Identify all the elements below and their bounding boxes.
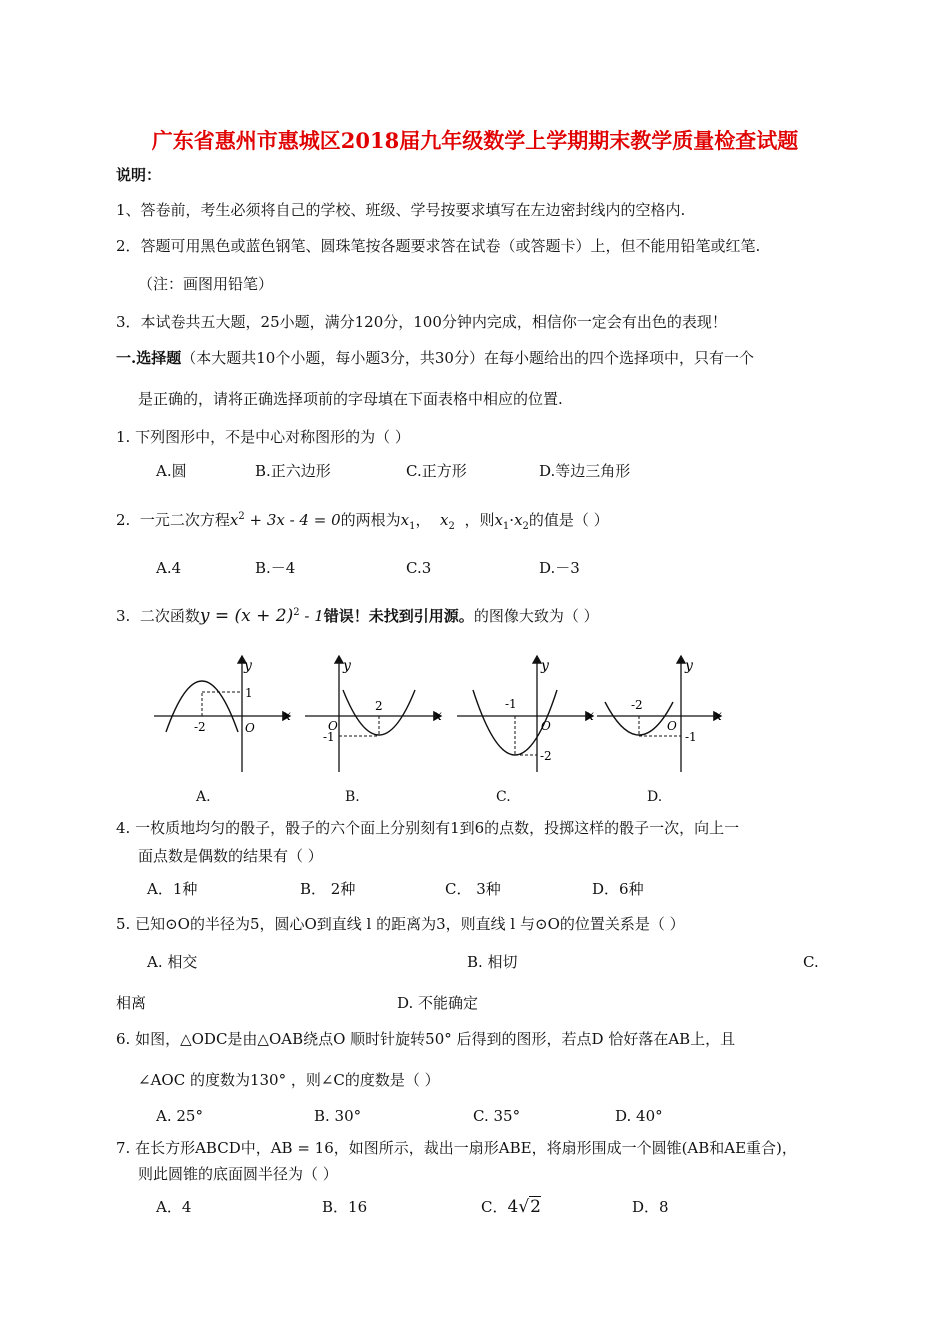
y-label: y xyxy=(685,658,693,674)
tick-label: -2 xyxy=(194,720,206,734)
q5-option-c: C. xyxy=(803,953,819,971)
q2-root-2: x xyxy=(440,511,449,529)
q7-option-d: D．8 xyxy=(632,1198,669,1216)
q2-prod-1: x xyxy=(494,511,503,529)
x-label: x xyxy=(714,708,722,724)
q7-option-b: B．16 xyxy=(322,1198,368,1216)
q1-option-c: C.正方形 xyxy=(406,462,467,480)
x-label: x xyxy=(283,708,291,724)
note-1: 1、答卷前，考生必须将自己的学校、班级、学号按要求填写在左边密封线内的空格内. xyxy=(116,201,686,219)
note-3: 3．本试卷共五大题，25小题，满分120分，100分钟内完成，相信你一定会有出色的表现！ xyxy=(116,313,727,331)
page-title: 广东省惠州市惠城区2018届九年级数学上学期期末教学质量检查试题 xyxy=(151,128,799,153)
q6-option-d: D. 40° xyxy=(615,1107,663,1125)
tick-label: -1 xyxy=(323,730,335,744)
q3-pre: 二次函数 xyxy=(139,607,200,625)
q2-prod-2: x xyxy=(514,511,523,529)
q2-root-1: x xyxy=(400,511,410,529)
q2-var: x xyxy=(229,511,239,529)
q2-equation: + 3x - 4 = 0 xyxy=(244,511,341,529)
q6-option-a: A. 25° xyxy=(156,1107,203,1125)
q3-error: 错误！未找到引用源。 xyxy=(323,607,474,625)
q5-option-c-text: 相离 xyxy=(116,994,147,1012)
origin-label: O xyxy=(245,721,255,735)
q2-post-1: 的两根为 xyxy=(340,511,401,529)
q3-graph-a xyxy=(152,650,297,780)
q4-option-d: D．6种 xyxy=(592,880,644,898)
section-1-label: 一.选择题 xyxy=(116,349,182,367)
origin-label: O xyxy=(667,719,677,733)
q2-pre: 一元二次方程 xyxy=(139,511,230,529)
q7-radical-coef: 4 xyxy=(507,1197,519,1217)
tick-label: -1 xyxy=(685,730,697,744)
x-label: x xyxy=(586,708,594,724)
q7-option-c-label: C． xyxy=(481,1198,508,1216)
origin-label: O xyxy=(328,719,338,733)
q7-option-c xyxy=(481,1197,541,1217)
q7-option-a: A．4 xyxy=(156,1198,192,1216)
q3-graph-c-label: C. xyxy=(496,789,511,805)
q1-option-b: B.正六边形 xyxy=(255,462,331,480)
tick-label: 1 xyxy=(245,686,253,700)
q3-formula: y = (x + 2) xyxy=(199,606,294,626)
y-label: y xyxy=(244,658,252,674)
q7-stem: 7. 在长方形ABCD中，AB = 16，如图所示，裁出一扇形ABE，将扇形围成一个圆锥(AB和AE重合)， xyxy=(116,1139,797,1157)
q4-option-c: C． 3种 xyxy=(445,880,501,898)
note-2: 2．答题可用黑色或蓝色钢笔、圆珠笔按各题要求答在试卷（或答题卡）上，但不能用铅笔或红笔. xyxy=(116,237,761,255)
q2-comma: ， xyxy=(415,511,431,529)
q2-exp: 2 xyxy=(238,511,245,522)
q2-option-b: B.－4 xyxy=(255,559,296,577)
q6-option-c: C. 35° xyxy=(473,1107,521,1125)
tick-label: 2 xyxy=(375,699,383,713)
q7-radical-value: 2 xyxy=(530,1197,541,1217)
q3-graph-d xyxy=(595,650,740,780)
q3-graph-b-label: B. xyxy=(345,789,360,805)
q3-graph-d-label: D. xyxy=(647,789,663,805)
section-1-text: （本大题共10个小题，每小题3分，共30分）在每小题给出的四个选择项中，只有一个 xyxy=(181,349,754,367)
q2-stem xyxy=(116,510,609,530)
q5-option-a: A. 相交 xyxy=(147,953,198,971)
x-label: x xyxy=(434,708,442,724)
tick-label: -2 xyxy=(631,698,643,712)
q5-option-b: B. 相切 xyxy=(467,953,518,971)
q3-exp: 2 xyxy=(293,607,300,618)
q1-option-a: A.圆 xyxy=(156,462,187,480)
y-label: y xyxy=(541,658,549,674)
q3-graph-a-label: A. xyxy=(196,789,211,805)
notes-heading: 说明： xyxy=(116,166,162,184)
q3-number: 3. xyxy=(116,607,131,625)
q5-stem: 5. 已知⊙O的半径为5，圆心O到直线 l 的距离为3，则直线 l 与⊙O的位置关系是（ ） xyxy=(116,915,685,933)
q2-prod-1-sub: 1 xyxy=(502,521,510,532)
q3-formula-tail: - 1 xyxy=(299,607,324,625)
tick-label: -1 xyxy=(505,697,517,711)
q4-option-a: A．1种 xyxy=(147,880,198,898)
q3-graph-b xyxy=(303,650,448,780)
q5-option-d: D. 不能确定 xyxy=(397,994,479,1012)
q2-root-2-sub: 2 xyxy=(448,521,455,532)
q1-option-d: D.等边三角形 xyxy=(539,462,631,480)
q2-prod-2-sub: 2 xyxy=(522,521,529,532)
q2-dot: · xyxy=(509,511,515,529)
q4-option-b: B． 2种 xyxy=(300,880,356,898)
q2-post-3: 的值是（ ） xyxy=(528,511,609,529)
q2-option-d: D.－3 xyxy=(539,559,580,577)
section-1-intro xyxy=(116,348,754,368)
q1-stem: 1. 下列图形中，不是中心对称图形的为（ ） xyxy=(116,428,410,446)
q3-graph-c xyxy=(455,650,600,780)
q4-stem: 4. 一枚质地均匀的骰子，骰子的六个面上分别刻有1到6的点数，投掷这样的骰子一次，向上一 xyxy=(116,819,740,837)
y-label: y xyxy=(343,658,351,674)
q2-option-c: C.3 xyxy=(406,559,432,577)
q6-stem-2: ∠AOC 的度数为130° ，则∠C的度数是（ ） xyxy=(138,1071,440,1089)
q2-root-1-sub: 1 xyxy=(409,521,416,532)
q3-post: 的图像大致为（ ） xyxy=(473,607,599,625)
q2-option-a: A.4 xyxy=(156,559,182,577)
sqrt-icon: √ xyxy=(518,1197,530,1217)
tick-label: -2 xyxy=(540,749,552,763)
q2-post-2: ，则 xyxy=(464,511,495,529)
q3-stem xyxy=(116,606,599,626)
q6-stem: 6. 如图，△ODC是由△OAB绕点O 顺时针旋转50° 后得到的图形，若点D 恰好落在AB上，且 xyxy=(116,1030,736,1048)
note-2-remark: （注：画图用铅笔） xyxy=(138,275,274,293)
q4-stem-2: 面点数是偶数的结果有（ ） xyxy=(138,847,323,865)
origin-label: O xyxy=(541,719,551,733)
section-1-text-2: 是正确的，请将正确选择项前的字母填在下面表格中相应的位置. xyxy=(138,390,563,408)
q2-number: 2. xyxy=(116,511,131,529)
q7-stem-2: 则此圆锥的底面圆半径为（ ） xyxy=(138,1165,338,1183)
q6-option-b: B. 30° xyxy=(314,1107,362,1125)
